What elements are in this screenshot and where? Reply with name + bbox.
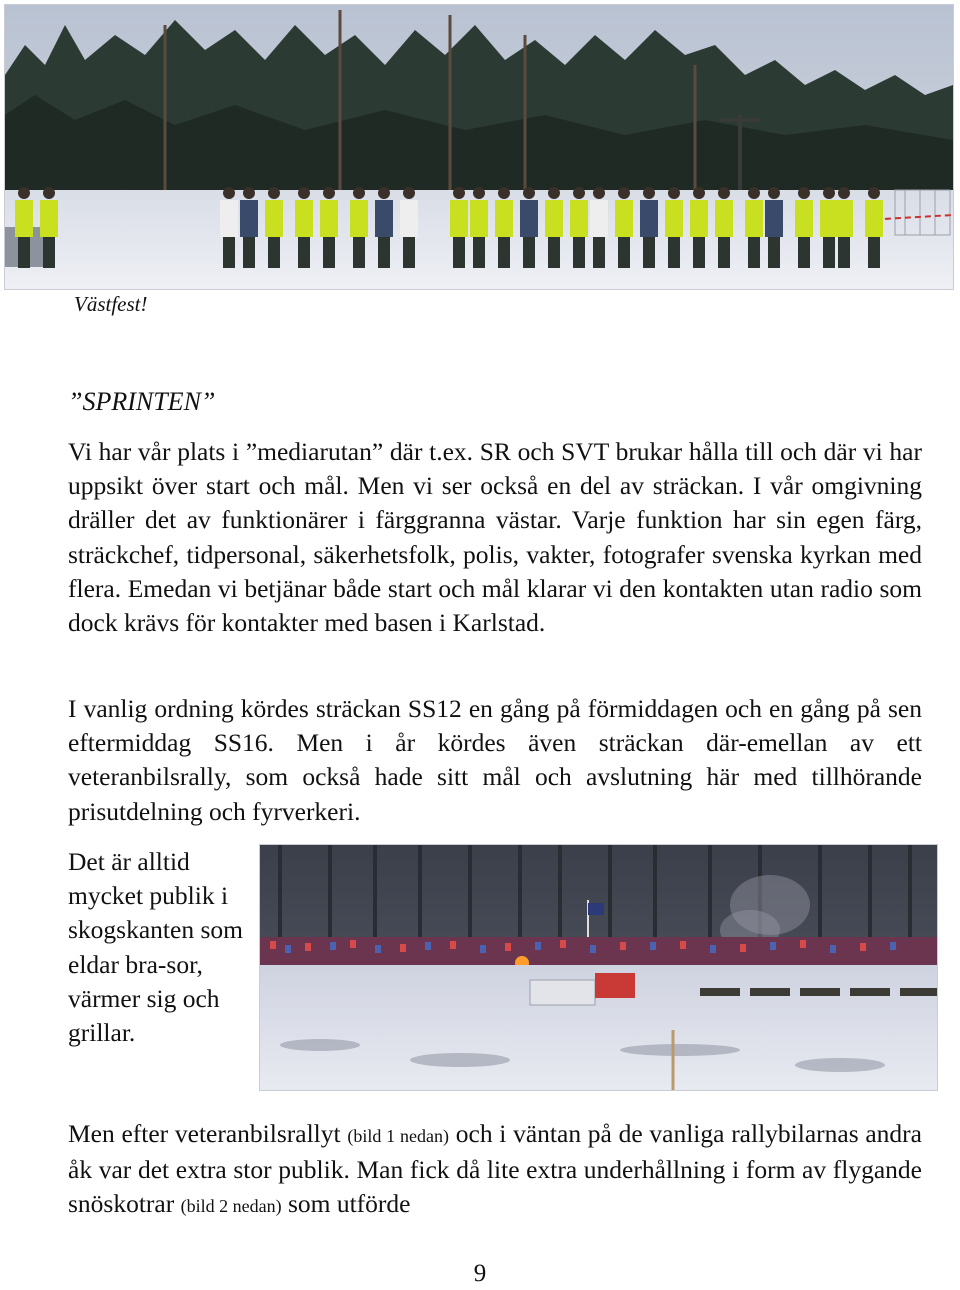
paragraph-text: och i väntan på de vanliga rallybilarnas andra åk var det extra stor publik. Man fick då lite extra underhållning i form av flygande snöskotrar <box>68 1119 922 1219</box>
paragraph-media-area: Vi har vår plats i ”mediarutan” där t.ex. SR och SVT brukar hålla till och där vi har uppsikt över start och mål. Men vi ser också en del av sträckan. I vår omgivning dräller det av funktionärer i färggranna västar. Varje funktion har sin egen färg, sträckchef, tidpersonal, säkerhetsfolk, polis, vakter, fotografer svenska kyrkan med flera. Emedan vi betjänar både start och mål klarar vi den kontakten utan radio som dock krävs för kontakter med basen i Karlstad. <box>68 437 922 638</box>
paragraph-snowmobiles <box>68 1117 922 1224</box>
paragraph-audience: Det är alltid mycket publik i skogskanten som eldar bra-sor, värmer sig och grillar. <box>68 847 243 1048</box>
paragraph-text: som utförde <box>281 1189 411 1219</box>
page-number: 9 <box>473 1260 487 1287</box>
paragraph-text: Men efter veteranbilsrallyt <box>68 1119 348 1148</box>
paragraph-stage-schedule: I vanlig ordning kördes sträckan SS12 en gång på förmiddagen och en gång på sen eftermiddag SS16. Men i år kördes även sträckan där-emellan av ett veteranbilsrally, som också hade sitt mål och avslutning här med tillhörande prisutdelning och fyrverkeri. <box>68 694 922 826</box>
image-reference: (bild 1 nedan) <box>347 1126 450 1146</box>
photo-officials-in-vests <box>5 5 953 289</box>
image-reference: (bild 2 nedan) <box>180 1196 282 1217</box>
section-heading: ”SPRINTEN” <box>68 387 216 416</box>
photo-audience-forest-edge <box>260 845 937 1090</box>
photo-caption: Västfest! <box>74 292 148 316</box>
